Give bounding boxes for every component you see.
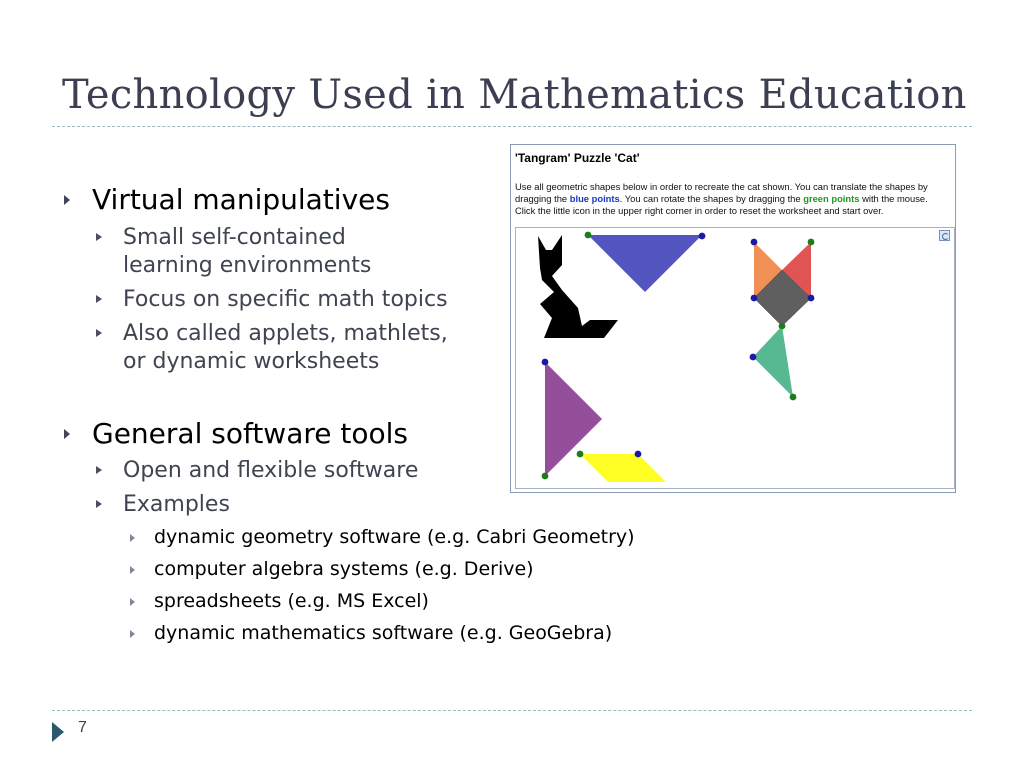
bullet-arrow-icon [96,295,102,303]
bullet-arrow-icon [130,630,135,638]
bullet-arrow-icon [64,195,70,205]
bullet-text: dynamic mathematics software (e.g. GeoGebra) [154,622,613,644]
bullet-general-software [92,417,408,450]
bullet-arrow-icon [64,429,70,439]
yellow-parallelogram[interactable] [580,454,666,482]
green-control-point[interactable] [585,232,592,239]
bullet-text: computer algebra systems (e.g. Derive) [154,558,534,580]
sub-bullet-examples [123,491,230,519]
bullet-arrow-icon [130,566,135,574]
sub-bullet-applets [123,320,448,376]
bullet-arrow-icon [96,233,102,241]
bullet-arrow-icon [96,329,102,337]
tangram-canvas[interactable] [515,227,955,489]
green-control-point[interactable] [577,451,584,458]
tangram-drawing [516,228,954,488]
footer-arrow-icon [52,722,64,742]
bullet-virtual-manipulatives [92,183,390,216]
green-control-point[interactable] [542,473,549,480]
bullet-arrow-icon [96,466,102,474]
blue-control-point[interactable] [699,233,706,240]
page-number: 7 [78,719,87,736]
blue-triangle[interactable] [588,235,702,292]
sub-bullet-self-contained [123,224,371,280]
bullet-text: Also called applets, mathlets, [123,321,448,346]
bullet-arrow-icon [130,534,135,542]
title-divider [52,126,972,127]
blue-control-point[interactable] [542,359,549,366]
green-points-label: green points [803,193,860,205]
green-control-point[interactable] [790,394,797,401]
example-computer-algebra [154,558,534,580]
sub-bullet-focus-topics [123,286,448,314]
blue-points-label: blue points [569,193,620,205]
applet-desc-line: Click the little icon in the upper right corner in order to reset the worksheet and start over. [515,205,884,217]
applet-title: 'Tangram' Puzzle 'Cat' [515,151,640,165]
example-dynamic-math [154,622,612,644]
example-dynamic-geometry [154,526,635,548]
bullet-text: Open and flexible software [123,458,419,483]
bullet-arrow-icon [96,500,102,508]
example-spreadsheets [154,590,429,612]
applet-desc-line: with the mouse. [859,193,928,205]
reset-icon[interactable] [939,230,950,241]
blue-control-point[interactable] [751,239,758,246]
applet-desc-line: Use all geometric shapes below in order to recreate the cat shown. You can translate the shapes by [515,181,928,192]
bullet-arrow-icon [130,598,135,606]
bullet-text: Examples [123,492,230,517]
applet-description [515,181,955,218]
green-control-point[interactable] [808,239,815,246]
bullet-text: dynamic geometry software (e.g. Cabri Geometry) [154,526,635,548]
bullet-label: General software tools [92,417,408,450]
slide-title: Technology Used in Mathematics Education [62,72,967,118]
bullet-text: learning environments [123,253,372,278]
blue-control-point[interactable] [635,451,642,458]
bullet-text: Small self-contained [123,225,346,250]
teal-triangle[interactable] [753,326,793,397]
applet-desc-line: . You can rotate the shapes by dragging the [619,193,804,205]
blue-control-point[interactable] [751,295,758,302]
blue-control-point[interactable] [750,354,757,361]
tangram-applet [510,144,956,493]
green-control-point[interactable] [779,323,786,330]
bullet-label: Virtual manipulatives [92,183,390,216]
bullet-text: spreadsheets (e.g. MS Excel) [154,590,429,612]
applet-desc-line: dragging the [515,193,570,205]
footer-divider [52,710,972,711]
blue-control-point[interactable] [808,295,815,302]
bullet-text: Focus on specific math topics [123,287,448,312]
bullet-text: or dynamic worksheets [123,349,380,374]
sub-bullet-open-flexible [123,457,418,485]
